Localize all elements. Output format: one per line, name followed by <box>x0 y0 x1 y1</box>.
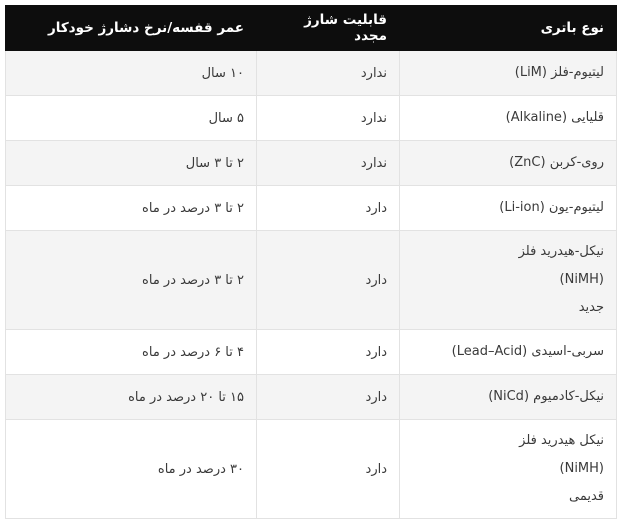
cell-battery-type <box>400 375 617 420</box>
cell-rechargeable: دارد <box>257 186 400 231</box>
cell-rechargeable: دارد <box>257 420 400 519</box>
cell-shelf-life: ۱۵ تا ۲۰ درصد در ماه <box>6 375 257 420</box>
table-header-row <box>6 6 617 51</box>
cell-battery-type <box>400 51 617 96</box>
battery-table-container <box>5 5 604 519</box>
cell-battery-type <box>400 231 617 330</box>
cell-battery-type <box>400 420 617 519</box>
cell-rechargeable: دارد <box>257 231 400 330</box>
cell-rechargeable: دارد <box>257 330 400 375</box>
cell-text: لیتیوم-فلز (LiM) <box>514 65 604 80</box>
cell-text: جدید <box>578 300 604 315</box>
cell-text: روی-کربن (ZnC) <box>509 155 604 170</box>
cell-text: لیتیوم-یون (Li-ion) <box>499 200 604 215</box>
cell-battery-type <box>400 96 617 141</box>
cell-shelf-life: ۵ سال <box>6 96 257 141</box>
cell-rechargeable: دارد <box>257 375 400 420</box>
cell-text: (NiMH) <box>559 461 604 476</box>
cell-text: نیکل هیدرید فلز <box>519 433 604 448</box>
cell-shelf-life: ۲ تا ۳ درصد در ماه <box>6 231 257 330</box>
cell-battery-type <box>400 330 617 375</box>
cell-shelf-life: ۴ تا ۶ درصد در ماه <box>6 330 257 375</box>
cell-rechargeable: ندارد <box>257 51 400 96</box>
table-row <box>6 375 617 420</box>
cell-shelf-life: ۲ تا ۳ سال <box>6 141 257 186</box>
table-row <box>6 141 617 186</box>
table-row <box>6 330 617 375</box>
cell-text: (NiMH) <box>559 272 604 287</box>
cell-text: سربی-اسیدی (Lead–Acid) <box>451 344 604 359</box>
table-row <box>6 420 617 519</box>
header-rechargeable: قابلیت شارژ مجدد <box>257 6 400 51</box>
battery-comparison-table <box>5 5 617 519</box>
cell-rechargeable: ندارد <box>257 141 400 186</box>
cell-shelf-life: ۲ تا ۳ درصد در ماه <box>6 186 257 231</box>
cell-rechargeable: ندارد <box>257 96 400 141</box>
header-battery-type: نوع باتری <box>400 6 617 51</box>
cell-text: نیکل-هیدرید فلز <box>518 244 604 259</box>
header-shelf-life: عمر قفسه/نرخ دشارژ خودکار <box>6 6 257 51</box>
cell-battery-type <box>400 141 617 186</box>
cell-shelf-life: ۱۰ سال <box>6 51 257 96</box>
cell-battery-type <box>400 186 617 231</box>
table-row <box>6 96 617 141</box>
table-row <box>6 51 617 96</box>
cell-text: قدیمی <box>568 489 604 504</box>
cell-shelf-life: ۳۰ درصد در ماه <box>6 420 257 519</box>
cell-text: نیکل-کادمیوم (NiCd) <box>488 389 604 404</box>
table-row <box>6 186 617 231</box>
cell-text: قلیایی (Alkaline) <box>505 110 604 125</box>
table-row <box>6 231 617 330</box>
